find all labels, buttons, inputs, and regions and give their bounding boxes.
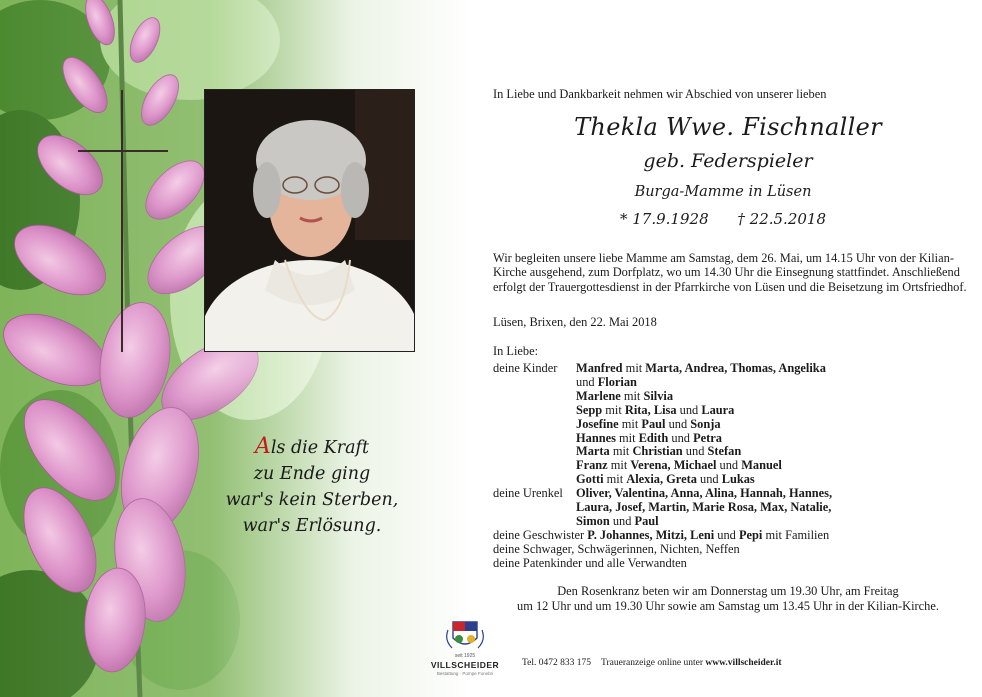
paten-line: deine Patenkinder und alle Verwandten: [493, 555, 687, 570]
urenkel-label: deine Urenkel: [493, 486, 563, 501]
online-notice: Traueranzeige online unter www.villscheider.it: [601, 658, 782, 668]
nickname: Burga-Mamme in Lüsen: [634, 184, 812, 200]
poem-initial-letter: A: [254, 434, 271, 459]
rosary-line-1: Den Rosenkranz beten wir am Donnerstag um 19.30 Uhr, am Freitag: [557, 584, 899, 598]
in-liebe-heading: In Liebe:: [493, 344, 539, 358]
poem-line-1: Als die Kraft: [254, 434, 370, 459]
family-row-urenkel: [493, 487, 973, 501]
kinder-label: deine Kinder: [493, 361, 558, 375]
phone-number: Tel. 0472 833 175: [522, 658, 591, 668]
logo-tagline: Bestattung · Pompe Funebri: [436, 671, 494, 676]
urenkel-line-1: Oliver, Valentina, Anna, Alina, Hannah, Hannes,: [576, 486, 833, 501]
kinder-entry: und Florian: [576, 374, 637, 389]
family-list: [493, 362, 973, 571]
death-date: † 22.5.2018: [737, 210, 826, 228]
schwager-line: deine Schwager, Schwägerinnen, Nichten, Neffen: [493, 541, 740, 556]
urenkel-line-3: Simon und Paul: [576, 513, 659, 528]
poem-line-4: war's Erlösung.: [242, 516, 382, 536]
poem-line-2: zu Ende ging: [253, 464, 371, 484]
birth-date: * 17.9.1928: [620, 210, 709, 228]
birth-name: geb. Federspieler: [643, 150, 813, 172]
rosary-line-2: um 12 Uhr und um 19.30 Uhr sowie am Samstag um 13.45 Uhr in der Kilian-Kirche.: [517, 599, 939, 613]
funeral-announcement: Wir begleiten unsere liebe Mamme am Samstag, dem 26. Mai, um 14.15 Uhr von der Kilian-Kirche ausgehend, zum Dorfplatz, wo um 14.30 Uhr die Einsegnung stattfindet. Anschließend erfolgt der Trauergottesdienst in der Pfarrkirche von Lüsen und die Beisetzung im Ortsfriedhof.: [493, 251, 967, 294]
kinder-entry: Manfred mit Marta, Andrea, Thomas, Angelika: [576, 361, 826, 375]
life-dates: [493, 210, 953, 228]
cross-symbol: [78, 90, 168, 352]
kinder-entry: Josefine mit Paul und Sonja: [576, 416, 721, 431]
kinder-entry: Gotti mit Alexia, Greta und Lukas: [576, 472, 755, 487]
place-date: Lüsen, Brixen, den 22. Mai 2018: [493, 315, 657, 329]
website-link[interactable]: www.villscheider.it: [705, 658, 782, 668]
kinder-entry: Hannes mit Edith und Petra: [576, 430, 722, 445]
kinder-entry: Marlene mit Silvia: [576, 388, 674, 403]
deceased-name: Thekla Wwe. Fischnaller: [574, 113, 882, 141]
footer: [420, 618, 980, 688]
kinder-entry: Sepp mit Rita, Lisa und Laura: [576, 402, 735, 417]
portrait-photo: [204, 89, 415, 352]
logo-year: seit 1925: [454, 653, 476, 659]
intro-text: In Liebe und Dankbarkeit nehmen wir Abschied von unserer lieben: [493, 87, 827, 101]
geschwister-line: deine Geschwister P. Johannes, Mitzi, Leni und Pepi mit Familien: [493, 527, 830, 542]
logo-brand: VILLSCHEIDER: [430, 660, 500, 670]
coat-of-arms-icon: [420, 618, 510, 654]
rosary-notice: [493, 584, 963, 614]
memorial-poem: [222, 434, 402, 539]
kinder-entry: Marta mit Christian und Stefan: [576, 444, 742, 459]
family-row-kinder: [493, 362, 973, 376]
urenkel-line-2: Laura, Josef, Martin, Marie Rosa, Max, Natalie,: [576, 500, 832, 515]
villscheider-logo: [420, 618, 510, 688]
poem-line-3: war's kein Sterben,: [225, 490, 399, 510]
kinder-entry: Franz mit Verena, Michael und Manuel: [576, 458, 782, 473]
